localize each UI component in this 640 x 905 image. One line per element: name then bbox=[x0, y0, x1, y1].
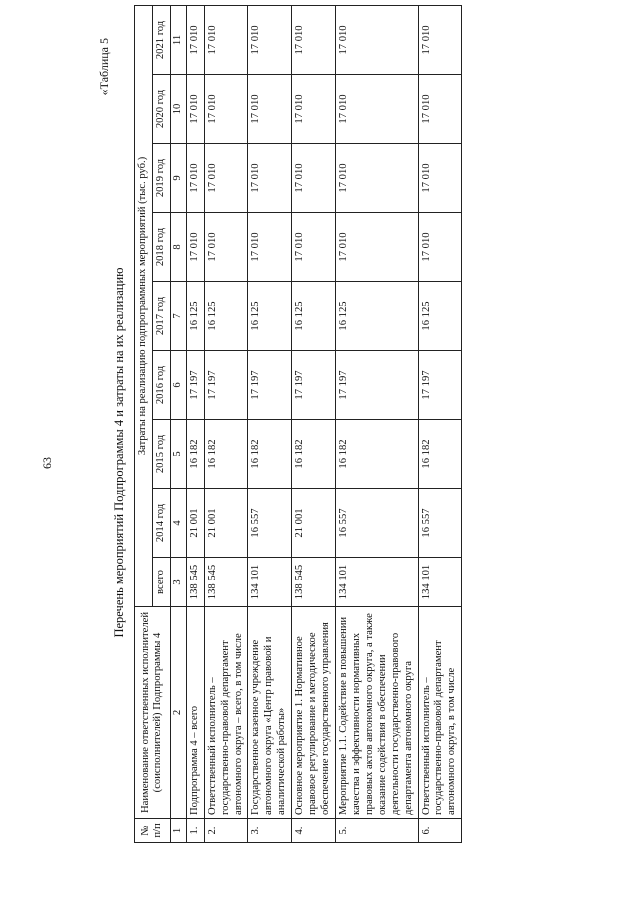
column-number: 5 bbox=[170, 420, 186, 489]
row-value: 16 182 bbox=[418, 420, 462, 489]
row-number: 3. bbox=[248, 819, 292, 843]
row-value: 17 010 bbox=[204, 213, 248, 282]
row-value: 17 197 bbox=[418, 351, 462, 420]
row-value: 16 182 bbox=[248, 420, 292, 489]
row-value: 17 010 bbox=[292, 75, 336, 144]
row-total: 138 545 bbox=[292, 558, 336, 607]
row-value: 17 010 bbox=[186, 75, 204, 144]
column-number: 8 bbox=[170, 213, 186, 282]
row-total: 134 101 bbox=[335, 558, 418, 607]
column-numbers-row bbox=[170, 5, 186, 842]
header-year: 2019 год bbox=[152, 144, 170, 213]
row-value: 16 182 bbox=[335, 420, 418, 489]
table-row bbox=[292, 5, 336, 842]
column-number: 10 bbox=[170, 75, 186, 144]
row-total: 138 545 bbox=[186, 558, 204, 607]
row-value: 16 182 bbox=[204, 420, 248, 489]
column-number: 2 bbox=[170, 607, 186, 819]
row-number: 4. bbox=[292, 819, 336, 843]
row-value: 17 010 bbox=[248, 144, 292, 213]
row-value: 17 010 bbox=[335, 213, 418, 282]
row-value: 16 125 bbox=[186, 282, 204, 351]
row-value: 17 010 bbox=[292, 213, 336, 282]
row-number: 6. bbox=[418, 819, 462, 843]
row-value: 16 125 bbox=[418, 282, 462, 351]
row-value: 17 010 bbox=[418, 144, 462, 213]
header-year: 2014 год bbox=[152, 489, 170, 558]
row-value: 17 197 bbox=[335, 351, 418, 420]
header-num: № п/п bbox=[135, 819, 171, 843]
row-value: 17 010 bbox=[418, 5, 462, 74]
row-name: Подпрограмма 4 – всего bbox=[186, 607, 204, 819]
row-value: 17 010 bbox=[248, 5, 292, 74]
header-year: 2020 год bbox=[152, 75, 170, 144]
header-name: Наименование ответственных исполнителей (соисполнителей) Подпрограммы 4 bbox=[135, 607, 171, 819]
column-number: 6 bbox=[170, 351, 186, 420]
header-year: 2018 год bbox=[152, 213, 170, 282]
program-table bbox=[134, 5, 462, 843]
row-name: Основное мероприятие 1. Нормативное правовое регулирование и методическое обеспечение государственного управления bbox=[292, 607, 336, 819]
header-year: 2016 год bbox=[152, 351, 170, 420]
row-value: 17 010 bbox=[418, 213, 462, 282]
table-row bbox=[418, 5, 462, 842]
header-total: всего bbox=[152, 558, 170, 607]
row-total: 134 101 bbox=[248, 558, 292, 607]
row-name: Мероприятие 1.1. Содействие в повышении качества и эффективности нормативных правовых актов автономного округа, а также оказание содействия в обеспечении деятельности государственно-правового департамента автономного округа bbox=[335, 607, 418, 819]
table-row bbox=[248, 5, 292, 842]
row-name: Государственное казенное учреждение автономного округа «Центр правовой и аналитической работы» bbox=[248, 607, 292, 819]
row-value: 16 182 bbox=[186, 420, 204, 489]
row-value: 17 197 bbox=[204, 351, 248, 420]
row-value: 16 182 bbox=[292, 420, 336, 489]
table-row bbox=[186, 5, 204, 842]
column-number: 11 bbox=[170, 5, 186, 74]
row-value: 17 197 bbox=[186, 351, 204, 420]
row-name: Ответственный исполнитель – государственно-правовой департамент автономного округа, в том числе bbox=[418, 607, 462, 819]
row-number: 5. bbox=[335, 819, 418, 843]
row-value: 16 125 bbox=[335, 282, 418, 351]
table-row bbox=[335, 5, 418, 842]
row-value: 17 010 bbox=[248, 75, 292, 144]
row-value: 16 125 bbox=[292, 282, 336, 351]
row-value: 17 010 bbox=[186, 5, 204, 74]
row-number: 2. bbox=[204, 819, 248, 843]
column-number: 3 bbox=[170, 558, 186, 607]
column-number: 7 bbox=[170, 282, 186, 351]
header-year: 2015 год bbox=[152, 420, 170, 489]
row-total: 138 545 bbox=[204, 558, 248, 607]
table-row bbox=[204, 5, 248, 842]
row-value: 17 010 bbox=[186, 144, 204, 213]
table-label: «Таблица 5 bbox=[97, 38, 111, 96]
row-value: 17 010 bbox=[292, 5, 336, 74]
row-value: 16 557 bbox=[335, 489, 418, 558]
row-value: 21 001 bbox=[204, 489, 248, 558]
row-value: 17 010 bbox=[292, 144, 336, 213]
row-value: 17 010 bbox=[204, 5, 248, 74]
row-value: 17 010 bbox=[335, 144, 418, 213]
column-number: 4 bbox=[170, 489, 186, 558]
header-year: 2021 год bbox=[152, 5, 170, 74]
page-title: Перечень мероприятий Подпрограммы 4 и затраты на их реализацию bbox=[112, 267, 126, 638]
row-value: 17 010 bbox=[335, 75, 418, 144]
row-name: Ответственный исполнитель – государственно-правовой департамент автономного округа – всего, в том числе bbox=[204, 607, 248, 819]
row-total: 134 101 bbox=[418, 558, 462, 607]
column-number: 9 bbox=[170, 144, 186, 213]
header-costs: Затраты на реализацию подпрограммных мероприятий (тыс. руб.) bbox=[135, 5, 153, 606]
column-number: 1 bbox=[170, 819, 186, 843]
row-value: 17 197 bbox=[292, 351, 336, 420]
row-value: 17 010 bbox=[204, 75, 248, 144]
row-value: 21 001 bbox=[186, 489, 204, 558]
row-value: 17 010 bbox=[335, 5, 418, 74]
row-value: 17 010 bbox=[186, 213, 204, 282]
row-value: 17 010 bbox=[204, 144, 248, 213]
header-year: 2017 год bbox=[152, 282, 170, 351]
page-number: 63 bbox=[40, 457, 54, 469]
row-value: 16 125 bbox=[248, 282, 292, 351]
row-value: 16 557 bbox=[418, 489, 462, 558]
row-value: 17 010 bbox=[248, 213, 292, 282]
row-value: 21 001 bbox=[292, 489, 336, 558]
row-value: 16 557 bbox=[248, 489, 292, 558]
row-value: 17 197 bbox=[248, 351, 292, 420]
row-value: 17 010 bbox=[418, 75, 462, 144]
row-number: 1. bbox=[186, 819, 204, 843]
row-value: 16 125 bbox=[204, 282, 248, 351]
